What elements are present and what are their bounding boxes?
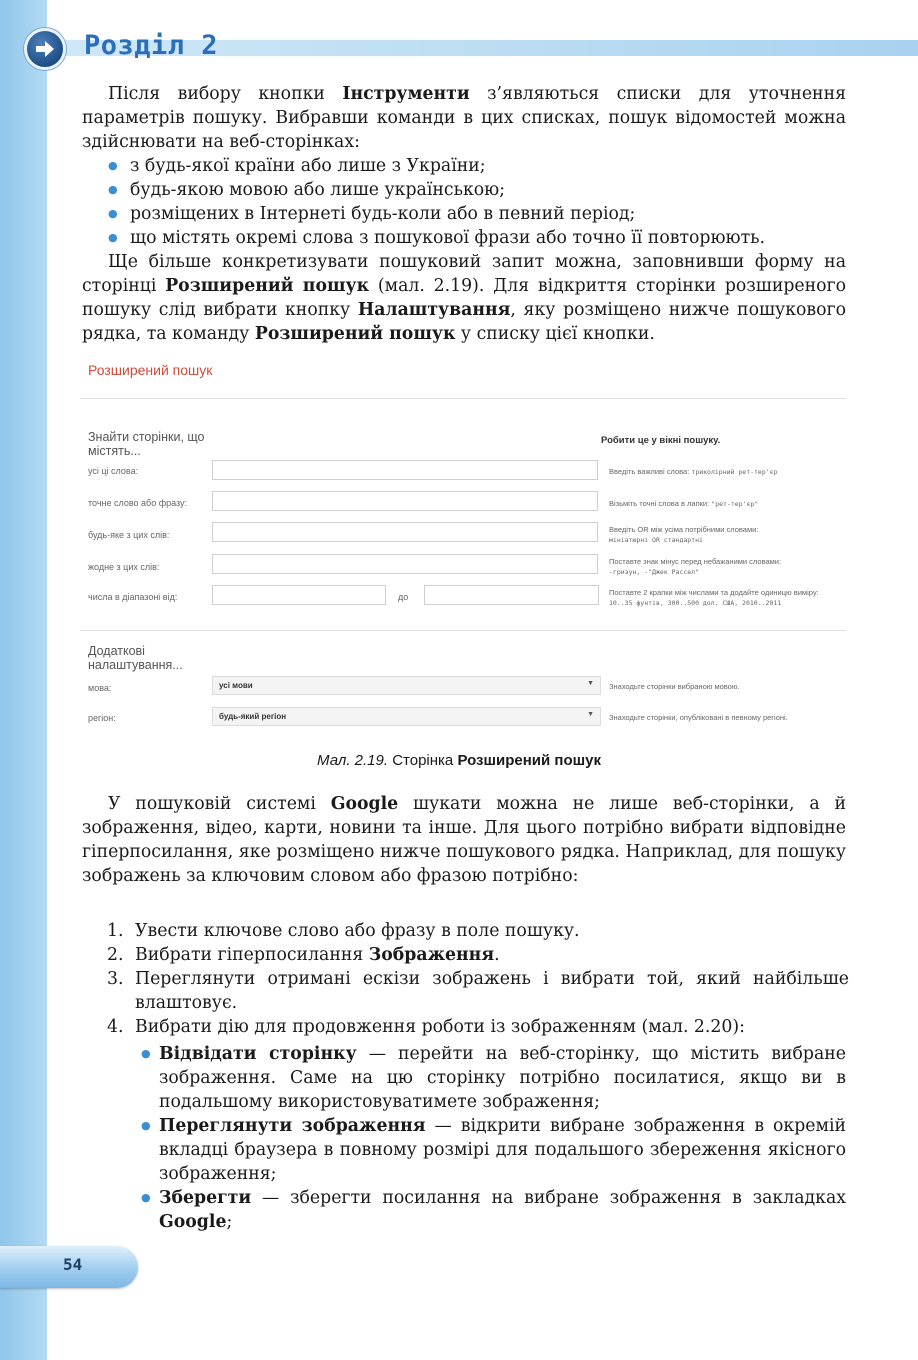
advanced-search-paragraph: Ще більше конкретизувати пошуковий запит можна, заповнивши форму на сторінці Розширений пошук (мал. 2.19). Для відкриття сторінки розширеного пошуку слід вибрати кнопку Налаштування, яку розміщено нижче пошукового рядка, та команду Розширений пошук у списку цієї кнопки. — [82, 252, 847, 344]
row-label: регіон: — [88, 713, 116, 723]
divider — [80, 630, 846, 631]
row-hint: Візьміть точні слова в лапки: "рет-тер'єр" — [609, 499, 759, 508]
section-right-heading: Робити це у вікні пошуку. — [601, 435, 721, 446]
exact-phrase-input[interactable] — [212, 491, 598, 511]
dropdown-caret-icon: ▼ — [587, 680, 594, 687]
page-number: 54 — [63, 1255, 83, 1274]
range-from-input[interactable] — [212, 585, 386, 605]
none-words-input[interactable] — [212, 554, 598, 574]
section-find-pages: Знайти сторінки, що містять... — [88, 430, 205, 458]
list-item: 1. Увести ключове слово або фразу в поле пошуку. — [107, 921, 580, 941]
list-item: 3. Переглянути отримані ескізи зображень і вибрати той, який найбільше влаштовує. — [107, 969, 849, 1013]
list-item: ● Зберегти — зберегти посилання на вибране зображення в закладках Google; — [140, 1186, 846, 1234]
row-label: усі ці слова: — [88, 466, 139, 476]
arrow-right-icon — [24, 28, 66, 70]
row-hint: Поставте знак мінус перед небажаними словами: -гризун, -"Джек Рассел" — [609, 557, 782, 576]
list-item: ● розміщених в Інтернеті будь-коли або в певний період; — [104, 202, 849, 226]
row-label: числа в діапазоні від: — [88, 592, 178, 602]
row-hint: Введіть OR між усіма потрібними словами: мініатюрні OR стандартні — [609, 525, 759, 544]
section-additional-settings: Додаткові налаштування... — [88, 644, 183, 672]
row-label: точне слово або фразу: — [88, 498, 188, 508]
divider — [80, 398, 846, 399]
all-words-input[interactable] — [212, 460, 598, 480]
range-to-input[interactable] — [424, 585, 599, 605]
list-item: ● Відвідати сторінку — перейти на веб-сторінку, що містить вибране зображення. Саме на цю сторінку потрібно посилатися, якщо ви в подальшому використовуватимете зображення; — [140, 1042, 846, 1114]
list-item: 4. Вибрати дію для продовження роботи із зображенням (мал. 2.20): — [107, 1017, 745, 1037]
row-label: жодне з цих слів: — [88, 562, 160, 572]
row-hint: Знаходьте сторінки, опубліковані в певному регіоні. — [609, 713, 788, 722]
row-label: мова: — [88, 683, 112, 693]
range-to-label: до — [398, 592, 409, 602]
language-select[interactable]: усі мови ▼ — [212, 676, 601, 695]
chapter-title: Розділ 2 — [84, 30, 219, 61]
list-item: ● будь-якою мовою або лише українською; — [104, 178, 849, 202]
search-options-list — [104, 154, 849, 250]
row-hint: Введіть важливі слова: триколірний рет-тер'єр — [609, 467, 778, 476]
dropdown-caret-icon: ▼ — [587, 711, 594, 718]
figure-title: Розширений пошук — [88, 362, 213, 378]
intro-paragraph: Після вибору кнопки Інструменти з’являються списки для уточнення параметрів пошуку. Вибравши команди в цих списках, пошук відомостей можна здійснювати на веб-сторінках: — [82, 84, 846, 152]
row-hint: Поставте 2 крапки між числами та додайте одиницю виміру: 10..35 фунтів, 300..500 дол. США, 2010..2011 — [609, 588, 819, 607]
any-words-input[interactable] — [212, 522, 598, 542]
region-select[interactable]: будь-який регіон ▼ — [212, 707, 601, 726]
advanced-search-figure — [80, 356, 846, 734]
figure-caption: Мал. 2.19. Сторінка Розширений пошук — [317, 752, 601, 769]
list-item: ● що містять окремі слова з пошукової фрази або точно її повторюють. — [104, 226, 849, 250]
side-decoration-bar — [0, 0, 47, 1360]
row-label: будь-яке з цих слів: — [88, 530, 170, 540]
row-hint: Знаходьте сторінки вибраною мовою. — [609, 682, 740, 691]
image-actions-list — [140, 1042, 846, 1234]
list-item: ● з будь-якої країни або лише з України; — [104, 154, 849, 178]
list-item: ● Переглянути зображення — відкрити вибране зображення в окремій вкладці браузера в повному розмірі для подальшого збереження якісного зображення; — [140, 1114, 846, 1186]
google-search-paragraph: У пошуковій системі Google шукати можна не лише веб-сторінки, а й зображення, відео, карти, новини та інше. Для цього потрібно вибрати відповідне гіперпосилання, яке розміщено нижче пошукового рядка. Наприклад, для пошуку зображень за ключовим словом або фразою потрібно: — [82, 794, 846, 886]
list-item: 2. Вибрати гіперпосилання Зображення. — [107, 945, 500, 965]
steps-list — [104, 919, 849, 1039]
